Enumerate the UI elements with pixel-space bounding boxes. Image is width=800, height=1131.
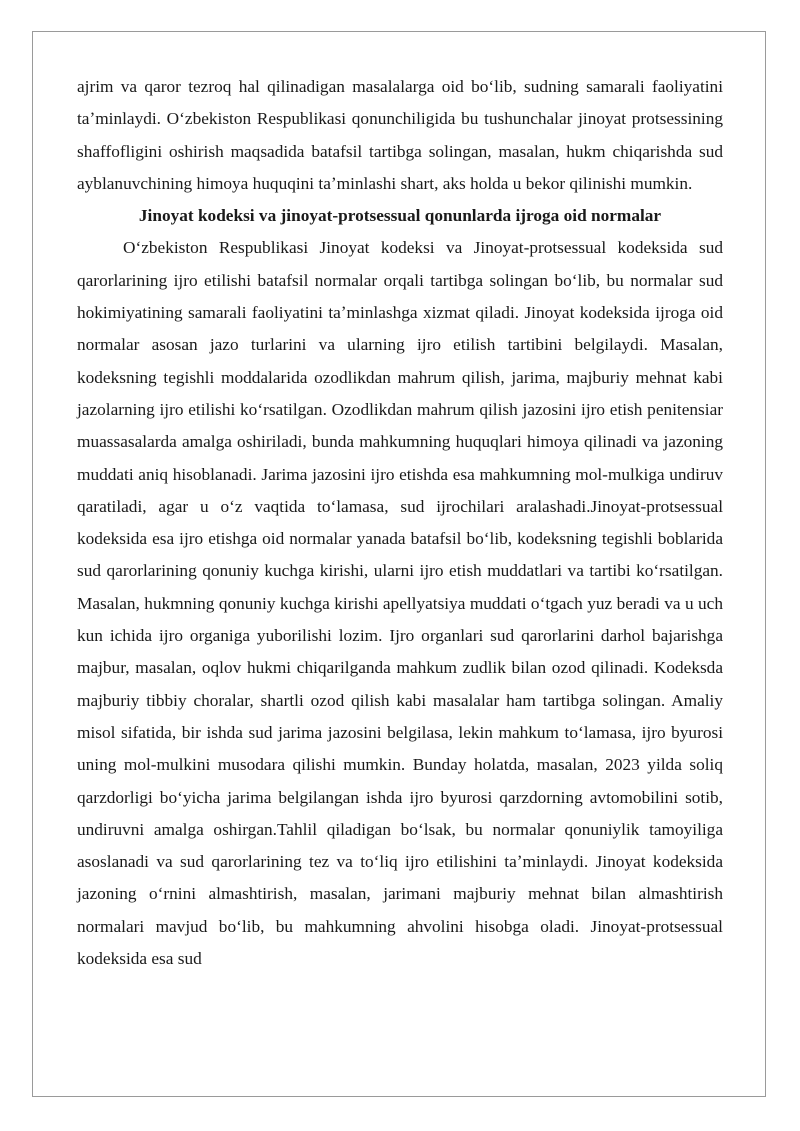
paragraph-main: Oʻzbekiston Respublikasi Jinoyat kodeksi va Jinoyat-protsessual kodeksida sud qarorlarining ijro etilishi batafsil normalar orqali tartibga solingan boʻlib, bu normalar sud hokimiyatining samarali faoliyatini taʼminlashga xizmat qiladi. Jinoyat kodeksida ijroga oid normalar asosan jazo turlarini va ularning ijro etilish tartibini belgilaydi. Masalan, kodeksning tegishli moddalarida ozodlikdan mahrum qilish, jarima, majburiy mehnat kabi jazolarning ijro etilishi koʻrsatilgan. Ozodlikdan mahrum qilish jazosini ijro etish penitensiar muassasalarda amalga oshiriladi, bunda mahkumning huquqlari himoya qilinadi va jazoning muddati aniq hisoblanadi. Jarima jazosini ijro etishda esa mahkumning mol-mulkiga undiruv qaratiladi, agar u oʻz vaqtida toʻlamasa, sud ijrochilari aralashadi.Jinoyat-protsessual kodeksida esa ijro etishga oid normalar yanada batafsil boʻlib, kodeksning tegishli boblarida sud qarorlarining qonuniy kuchga kirishi, ularni ijro etish muddatlari va tartibi koʻrsatilgan. Masalan, hukmning qonuniy kuchga kirishi apellyatsiya muddati oʻtgach yuz beradi va u uch kun ichida ijro organiga yuborilishi lozim. Ijro organlari sud qarorlarini darhol bajarishga majbur, masalan, oqlov hukmi chiqarilganda mahkum zudlik bilan ozod qilinadi. Kodeksda majburiy tibbiy choralar, shartli ozod qilish kabi masalalar ham tartibga solingan. Amaliy misol sifatida, bir ishda sud jarima jazosini belgilasa, lekin mahkum toʻlamasa, ijro byurosi uning mol-mulkini musodara qilishi mumkin. Bunday holatda, masalan, 2023 yilda soliq qarzdorligi boʻyicha jarima belgilangan ishda ijro byurosi qarzdorning avtomobilini sotib, undiruvni amalga oshirgan.Tahlil qiladigan boʻlsak, bu normalar qonuniylik tamoyiliga asoslanadi va sud qarorlarining tez va toʻliq ijro etilishini taʼminlaydi. Jinoyat kodeksida jazoning oʻrnini almashtirish, masalan, jarimani majburiy mehnat bilan almashtirish normalari mavjud boʻlib, bu mahkumning ahvolini hisobga oladi. Jinoyat-protsessual kodeksida esa sud [77,238,723,969]
document-body [77,71,723,975]
section-heading: Jinoyat kodeksi va jinoyat-protsessual qonunlarda ijroga oid normalar [138,206,662,226]
paragraph-top: ajrim va qaror tezroq hal qilinadigan masalalarga oid boʻlib, sudning samarali faoliyatini taʼminlaydi. Oʻzbekiston Respublikasi qonunchiligida bu tushunchalar jinoyat protsessining shaffofligini oshirish maqsadida batafsil tartibga solingan, masalan, hukm chiqarishda sud ayblanuvchining himoya huquqini taʼminlashi shart, aks holda u bekor qilinishi mumkin. [77,77,723,193]
